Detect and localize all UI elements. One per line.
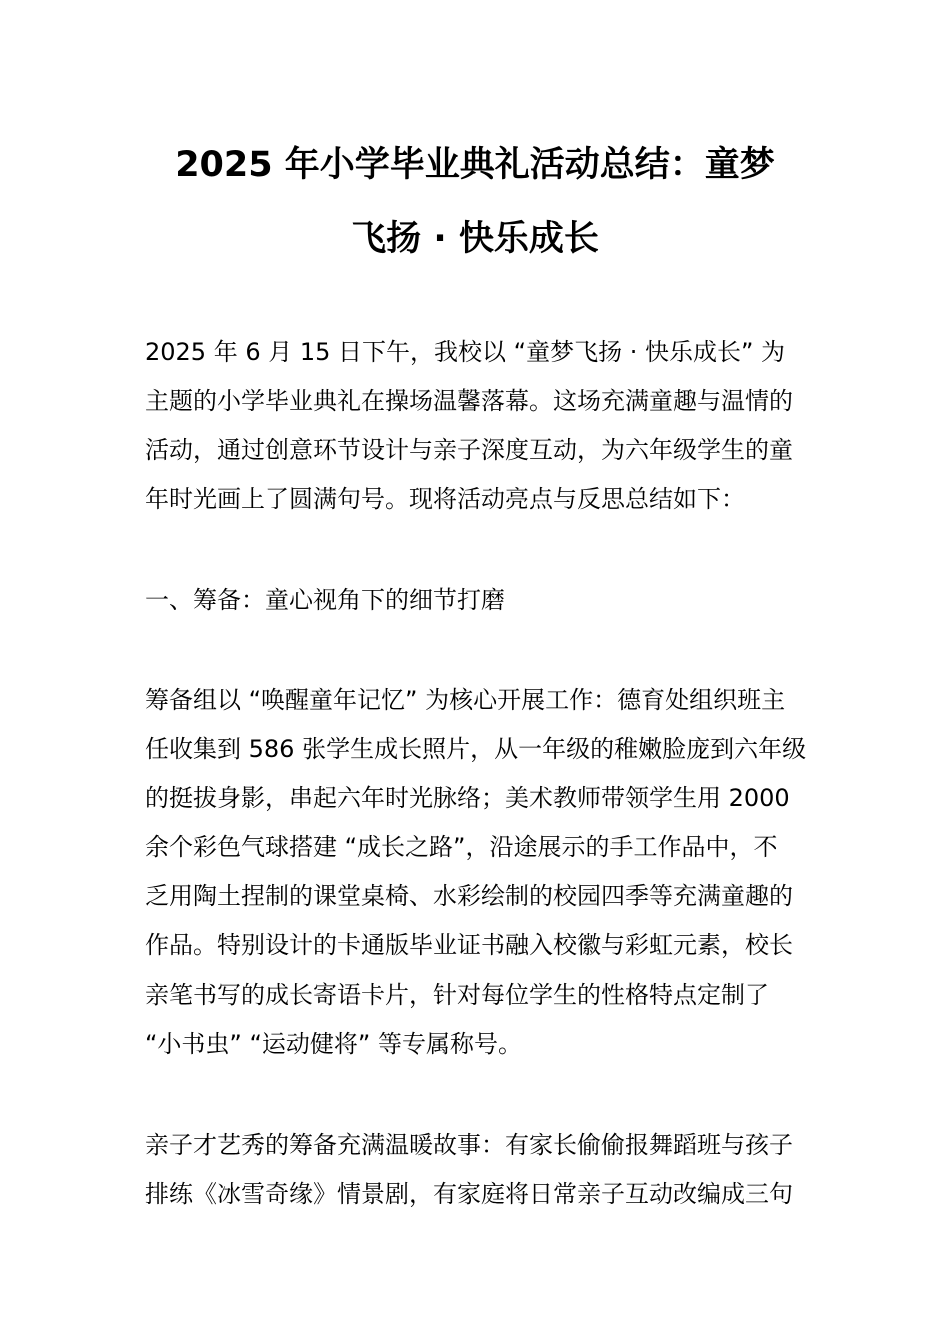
paragraph-2-line-2: 任收集到 586 张学生成长照片，从一年级的稚嫩脸庞到六年级 <box>145 735 807 763</box>
paragraph-2-line-6: 作品。特别设计的卡通版毕业证书融入校徽与彩虹元素，校长 <box>145 931 793 959</box>
document-title-line-2: 飞扬 · 快乐成长 <box>351 219 599 259</box>
paragraph-1-line-3: 活动，通过创意环节设计与亲子深度互动，为六年级学生的童 <box>145 436 793 464</box>
paragraph-3-line-2: 排练《冰雪奇缘》情景剧，有家庭将日常亲子互动改编成三句 <box>145 1180 793 1208</box>
paragraph-2-line-8: “小书虫” “运动健将” 等专属称号。 <box>145 1030 522 1058</box>
paragraph-2-line-7: 亲笔书写的成长寄语卡片，针对每位学生的性格特点定制了 <box>145 981 769 1009</box>
section-heading-1: 一、筹备：童心视角下的细节打磨 <box>145 586 505 614</box>
paragraph-2-line-3: 的挺拔身影，串起六年时光脉络；美术教师带领学生用 2000 <box>145 784 790 812</box>
paragraph-2-line-1: 筹备组以 “唤醒童年记忆” 为核心开展工作：德育处组织班主 <box>145 686 786 714</box>
paragraph-1-line-2: 主题的小学毕业典礼在操场温馨落幕。这场充满童趣与温情的 <box>145 387 793 415</box>
paragraph-3-line-1: 亲子才艺秀的筹备充满温暖故事：有家长偷偷报舞蹈班与孩子 <box>145 1131 793 1159</box>
paragraph-2-line-5: 乏用陶土捏制的课堂桌椅、水彩绘制的校园四季等充满童趣的 <box>145 882 793 910</box>
paragraph-1-line-1: 2025 年 6 月 15 日下午，我校以 “童梦飞扬 · 快乐成长” 为 <box>145 338 786 366</box>
document-title-line-1: 2025 年小学毕业典礼活动总结：童梦 <box>175 145 775 185</box>
paragraph-2-line-4: 余个彩色气球搭建 “成长之路”，沿途展示的手工作品中，不 <box>145 833 778 861</box>
paragraph-1-line-4: 年时光画上了圆满句号。现将活动亮点与反思总结如下： <box>145 485 745 513</box>
